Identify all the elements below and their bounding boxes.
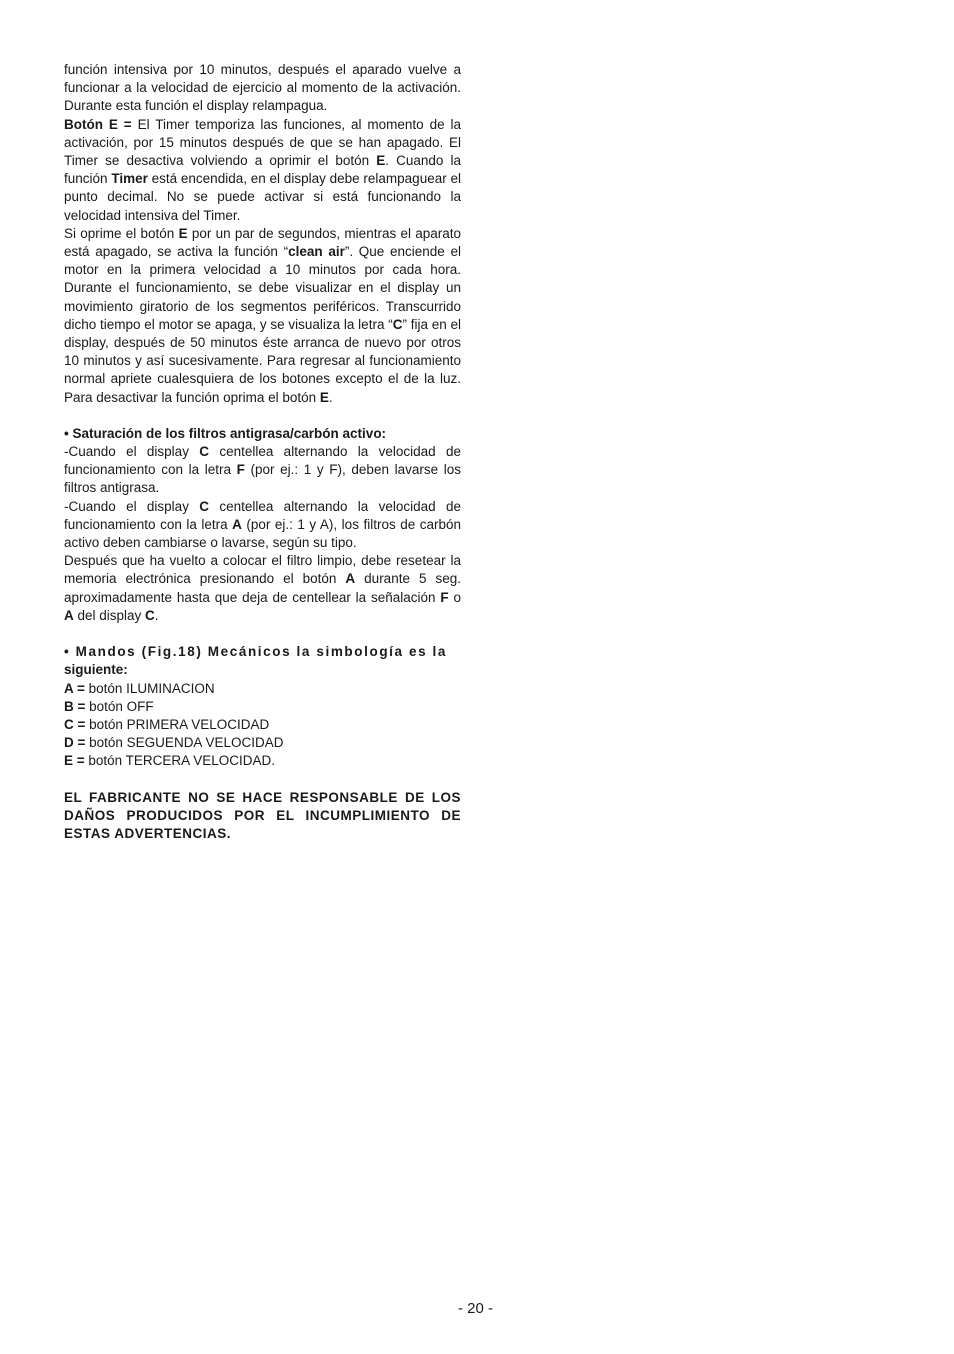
heading-text: • Mandos (Fig.18) Mecánicos la simbología es la [64,644,448,660]
list-item [64,734,461,752]
item-key: B = [64,698,86,714]
paragraph-intensive: función intensiva por 10 minutos, después el aparado vuelve a funcionar a la velocidad de ejercicio al momento de la activación. Durante esta función el display relampagua. [64,62,461,114]
text-span: está encendida, en el display debe relampaguear el punto decimal. No se puede activar si está funcionando la velocidad intensiva del Timer. [64,171,461,223]
bold-span: F [236,462,245,478]
text-span: (por ej.: 1 y F), deben lavarse los filtros antigrasa. [64,462,461,496]
saturation-heading [64,425,461,443]
controls-heading [64,643,461,679]
manufacturer-warning: EL FABRICANTE NO SE HACE RESPONSABLE DE LOS DAÑOS PRODUCIDOS POR EL INCUMPLIMIENTO DE ESTAS ADVERTENCIAS. [64,789,461,841]
bold-span: A [64,607,74,623]
text-column [64,61,461,843]
heading-text: • Saturación de los filtros antigrasa/carbón activo: [64,425,387,441]
text-span: -Cuando el display [64,498,200,514]
controls-list [64,680,461,771]
item-text: botón SEGUENDA VELOCIDAD [85,735,284,751]
text-span: El Timer temporiza las funciones, al momento de la activación, por 15 minutos después de que se han apagado. El Timer se desactiva volviendo a oprimir el botón [64,116,462,169]
list-item [64,698,461,716]
list-item [64,716,461,734]
bold-span: E [319,389,329,405]
list-item [64,752,461,770]
text-span: centellea alternando la velocidad de funcionamiento con la letra [64,498,461,532]
paragraph-clean-air [64,225,461,407]
text-span: por un par de segundos, mientras el aparato está apagado, se activa la función “ [64,225,461,260]
item-text: botón TERCERA VELOCIDAD. [84,753,275,769]
text-span: ”. Que enciende el motor en la primera velocidad a 10 minutos por cada hora. Durante el funcionamiento, se debe visualizar en el display un movimiento giratorio de los segmentos periféricos. Transcurrido dicho tiempo el motor se apaga, y se visualiza la letra “ [64,244,461,332]
text-span: ” fija en el display, después de 50 minutos éste arranca de nuevo por otros 10 minutos y así sucesivamente. Para regresar al funcionamiento normal apriete cualesquiera de los botones excepto el de la luz. Para desactivar la función oprima el botón [64,316,461,405]
item-text: botón PRIMERA VELOCIDAD [85,716,270,732]
text-span: -Cuando el display [64,444,200,460]
bold-span: E [376,153,386,169]
bold-span: F [440,589,449,605]
item-text: botón ILUMINACION [84,680,215,696]
bold-span: C [392,316,403,332]
text-span: . [328,389,333,405]
item-key: E = [64,753,85,769]
item-text: botón OFF [85,698,154,714]
bold-span: A [232,516,242,532]
bold-span: clean air [288,244,345,260]
page-number: - 20 - [458,1300,494,1317]
bold-span: C [145,607,155,623]
text-span: centellea alternando la velocidad de funcionamiento con la letra [64,444,461,478]
list-item [64,680,461,698]
text-span: (por ej.: 1 y A), los filtros de carbón activo deben cambiarse o lavarse, según su tipo. [64,516,461,551]
text-span: o [448,589,461,605]
bold-span: C [199,444,210,460]
saturation-item-grease [64,443,461,498]
text-span: durante 5 seg. aproximadamente hasta que deja de centellear la señalación [64,571,461,605]
heading-text: siguiente: [64,662,128,678]
bold-span: A [345,571,356,587]
bold-span: E [178,225,188,241]
item-key: D = [64,735,86,751]
paragraph-timer [64,116,461,225]
bold-span: Timer [111,171,148,187]
bold-span: C [199,498,210,514]
text-span: . Cuando la función [64,153,461,187]
text-span: Después que ha vuelto a colocar el filtro limpio, debe resetear la memoria electrónica presionando el botón [64,553,461,587]
item-key: C = [64,716,86,732]
item-key: A = [64,680,85,696]
text-span: Si oprime el botón [64,225,179,241]
saturation-item-carbon [64,498,461,553]
timer-button-label: Botón E = [64,116,132,132]
text-span: del display [73,607,146,623]
text-span: . [154,607,159,623]
saturation-reset [64,552,461,625]
